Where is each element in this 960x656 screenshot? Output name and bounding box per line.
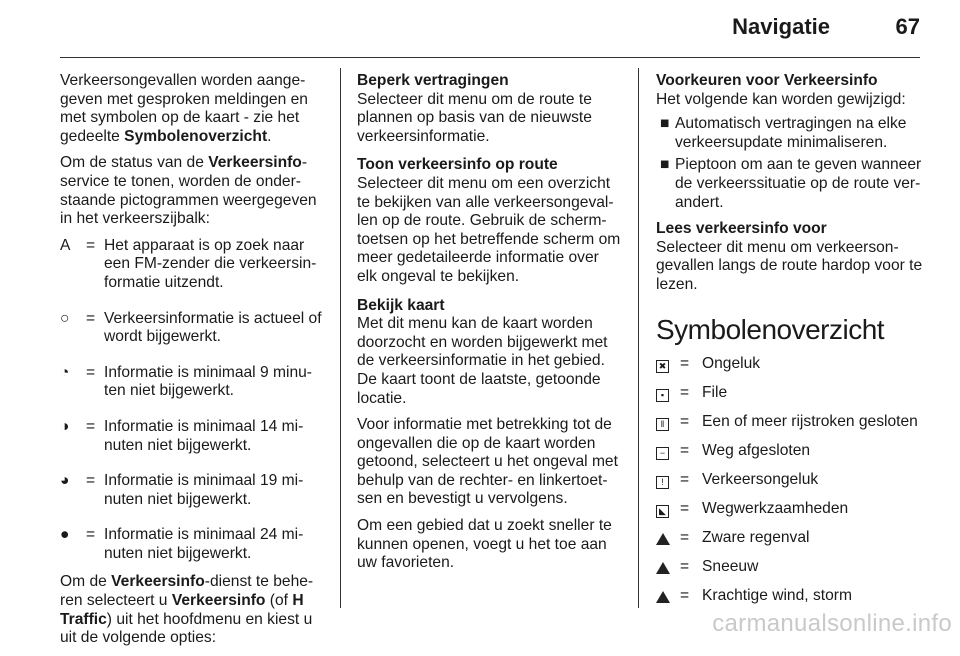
column-divider-1 <box>340 68 341 608</box>
section-heading: Lees verkeersinfo voor <box>656 220 827 238</box>
section-heading: Toon verkeersinfo op route <box>357 156 558 174</box>
status-24min-icon: ● <box>60 526 70 544</box>
section-toon: Toon verkeersinfo op route Selecteer dit menu om een overzicht te bekijken van alle verkeersongeval-len op de route. Gebruik de scherm-toetsen op het betreffende scherm om meer gedetaileerde informatie over elk ongeval te bekijken. <box>357 156 623 286</box>
column-3 <box>656 72 924 616</box>
section-heading: Bekijk kaart <box>357 296 445 314</box>
symbol-row: ▪ = File <box>656 384 924 413</box>
section-beperk: Beperk vertragingen Selecteer dit menu om de route te plannen op basis van de nieuwste verkeersinformatie. <box>357 72 623 146</box>
symbol-row: ◣ = Wegwerkzaamheden <box>656 500 924 529</box>
symbol-row: − = Weg afgesloten <box>656 442 924 471</box>
roadworks-icon: ◣ <box>656 505 669 518</box>
paragraph: Om een gebied dat u zoekt sneller te kunnen openen, voegt u het toe aan uw favorieten. <box>357 517 612 572</box>
section-voorkeuren: Voorkeuren voor Verkeersinfo Het volgende kan worden gewijzigd: <box>656 72 924 109</box>
legend-item: ◑ = Informatie is minimaal 14 mi-nuten niet bijgewerkt. <box>60 417 304 454</box>
status-14min-icon: ◑ <box>60 417 70 435</box>
legend-item: ◔ = Informatie is minimaal 9 minu-ten niet bijgewerkt. <box>60 363 312 400</box>
road-closed-icon: − <box>656 447 669 460</box>
section-heading: Voorkeuren voor Verkeersinfo <box>656 72 878 89</box>
bullet-item: ■ Pieptoon om aan te geven wanneer de verkeerssituatie op de route ver-andert. <box>656 156 924 212</box>
symbol-row: ! = Verkeersongeluk <box>656 471 924 500</box>
legend-item: ○ = Verkeersinformatie is actueel of wordt bijgewerkt. <box>60 309 322 346</box>
section-lees: Lees verkeersinfo voor Selecteer dit menu om verkeerson-gevallen langs de route hardop voor te lezen. <box>656 220 923 293</box>
bullet-icon: ■ <box>660 156 670 174</box>
legend-item: ◕ = Informatie is minimaal 19 mi-nuten niet bijgewerkt. <box>60 472 304 508</box>
page-title: Navigatie <box>732 14 830 39</box>
column-2 <box>357 72 623 581</box>
symbol-row: = Zware regenval <box>656 529 924 558</box>
column-1 <box>60 72 322 656</box>
symbol-row: ✖ = Ongeluk <box>656 355 924 384</box>
symbol-row: = Sneeuw <box>656 558 924 587</box>
bullet-item: ■ Automatisch vertragingen na elke verkeersupdate minimaliseren. <box>656 115 924 152</box>
header-divider <box>60 57 920 58</box>
searching-icon: A <box>60 236 71 254</box>
page-header <box>60 0 920 58</box>
watermark: carmanualsonline.info <box>712 610 952 637</box>
status-19min-icon: ◕ <box>60 472 70 490</box>
storm-icon <box>656 591 670 603</box>
accident-icon: ✖ <box>656 360 669 373</box>
status-current-icon: ○ <box>60 309 70 327</box>
heavy-rain-icon <box>656 533 670 545</box>
paragraph: Voor informatie met betrekking tot de ongevallen die op de kaart worden getoond, selecteert u het ongeval met behulp van de rechter- en linkertoet-sen en bevestigt u vervolgens. <box>357 416 618 508</box>
section-kaart: Bekijk kaart Met dit menu kan de kaart worden doorzocht en worden bijgewerkt met de verkeersinformatie in het gebied. De kaart toont de laatste, getoonde locatie. <box>357 297 623 409</box>
section-heading: Beperk vertragingen <box>357 72 509 89</box>
snow-icon <box>656 562 670 574</box>
traffic-incident-icon: ! <box>656 476 669 489</box>
bullet-icon: ■ <box>660 115 670 133</box>
symbol-row: ‖ = Een of meer rijstroken gesloten <box>656 413 924 442</box>
intro-paragraph: Verkeersongevallen worden aange-geven met gesproken meldingen en met symbolen op de kaart - zie het gedeelte Symbolenoverzicht. <box>60 72 308 145</box>
page-number: 67 <box>895 14 920 39</box>
column-divider-2 <box>638 68 639 608</box>
legend-item: ● = Informatie is minimaal 24 mi-nuten niet bijgewerkt. <box>60 526 304 562</box>
symbols-heading: Symbolenoverzicht <box>656 313 885 345</box>
status-9min-icon: ◔ <box>60 363 70 381</box>
symbol-row: = Krachtige wind, storm <box>656 587 924 616</box>
traffic-jam-icon: ▪ <box>656 389 669 402</box>
outro-paragraph: Om de Verkeersinfo-dienst te behe-ren selecteert u Verkeersinfo (of H Traffic) uit het hoofdmenu en kiest u uit de volgende opties: <box>60 573 314 647</box>
lanes-closed-icon: ‖ <box>656 418 669 431</box>
status-paragraph: Om de status van de Verkeersinfo-service te tonen, worden de onder-staande pictogrammen weergegeven in het verkeerszijbalk: <box>60 154 317 228</box>
legend-item: A = Het apparaat is op zoek naar een FM-zender die verkeersin-formatie uitzendt. <box>60 236 317 291</box>
